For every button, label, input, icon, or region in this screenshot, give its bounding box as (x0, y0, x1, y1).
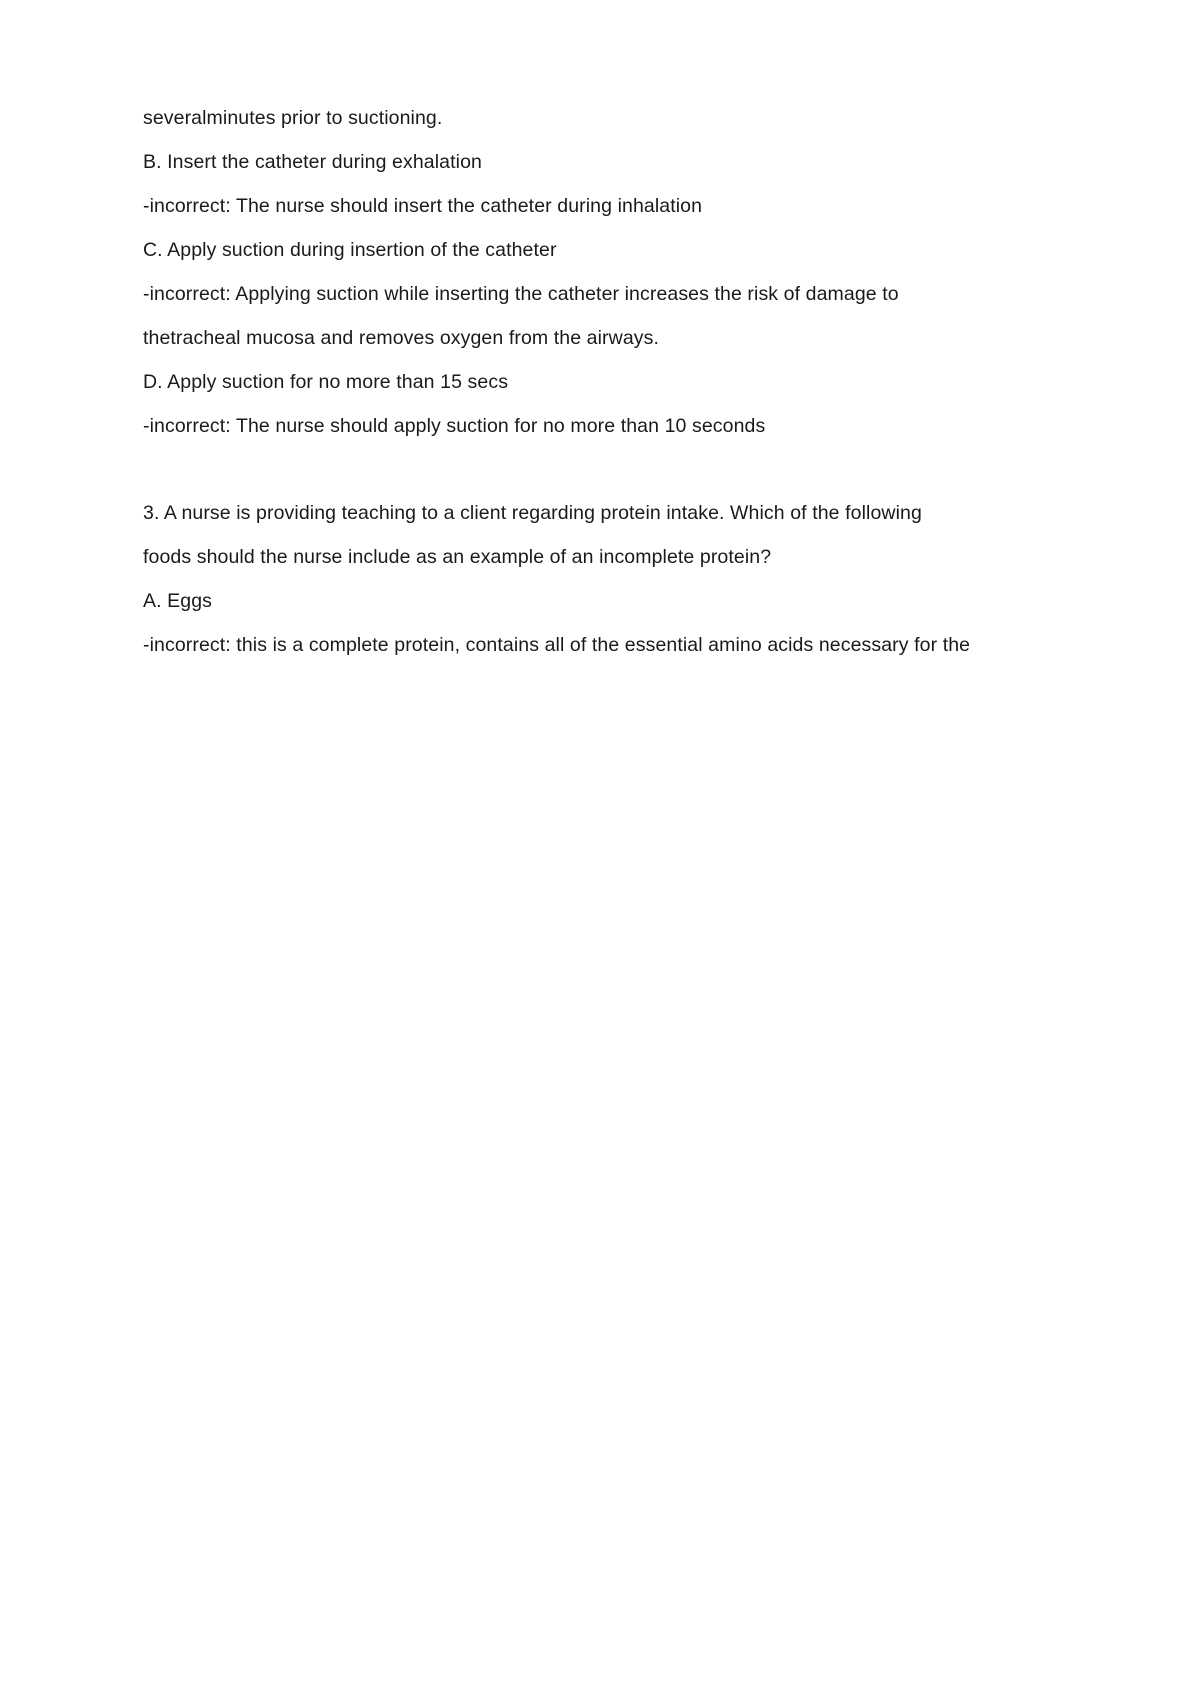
answer-rationale-c: -incorrect: Applying suction while inserting the catheter increases the risk of damage to (143, 283, 899, 305)
answer-rationale-d: -incorrect: The nurse should apply suction for no more than 10 seconds (143, 415, 766, 437)
paragraph-gap (143, 448, 1083, 491)
answer-option-d: D. Apply suction for no more than 15 secs (143, 371, 509, 393)
answer-option-b: B. Insert the catheter during exhalation (143, 151, 482, 173)
answer-option-a: A. Eggs (143, 590, 212, 612)
answer-rationale-c-continued: thetracheal mucosa and removes oxygen from the airways. (143, 327, 659, 349)
document-body (143, 96, 1083, 667)
text-line: severalminutes prior to suctioning. (143, 107, 443, 129)
question-3-continued: foods should the nurse include as an example of an incomplete protein? (143, 546, 772, 568)
answer-rationale-b: -incorrect: The nurse should insert the catheter during inhalation (143, 195, 703, 217)
answer-option-c: C. Apply suction during insertion of the catheter (143, 239, 557, 261)
question-3: 3. A nurse is providing teaching to a client regarding protein intake. Which of the following (143, 502, 922, 524)
answer-rationale-a: -incorrect: this is a complete protein, contains all of the essential amino acids necessary for the (143, 634, 971, 656)
